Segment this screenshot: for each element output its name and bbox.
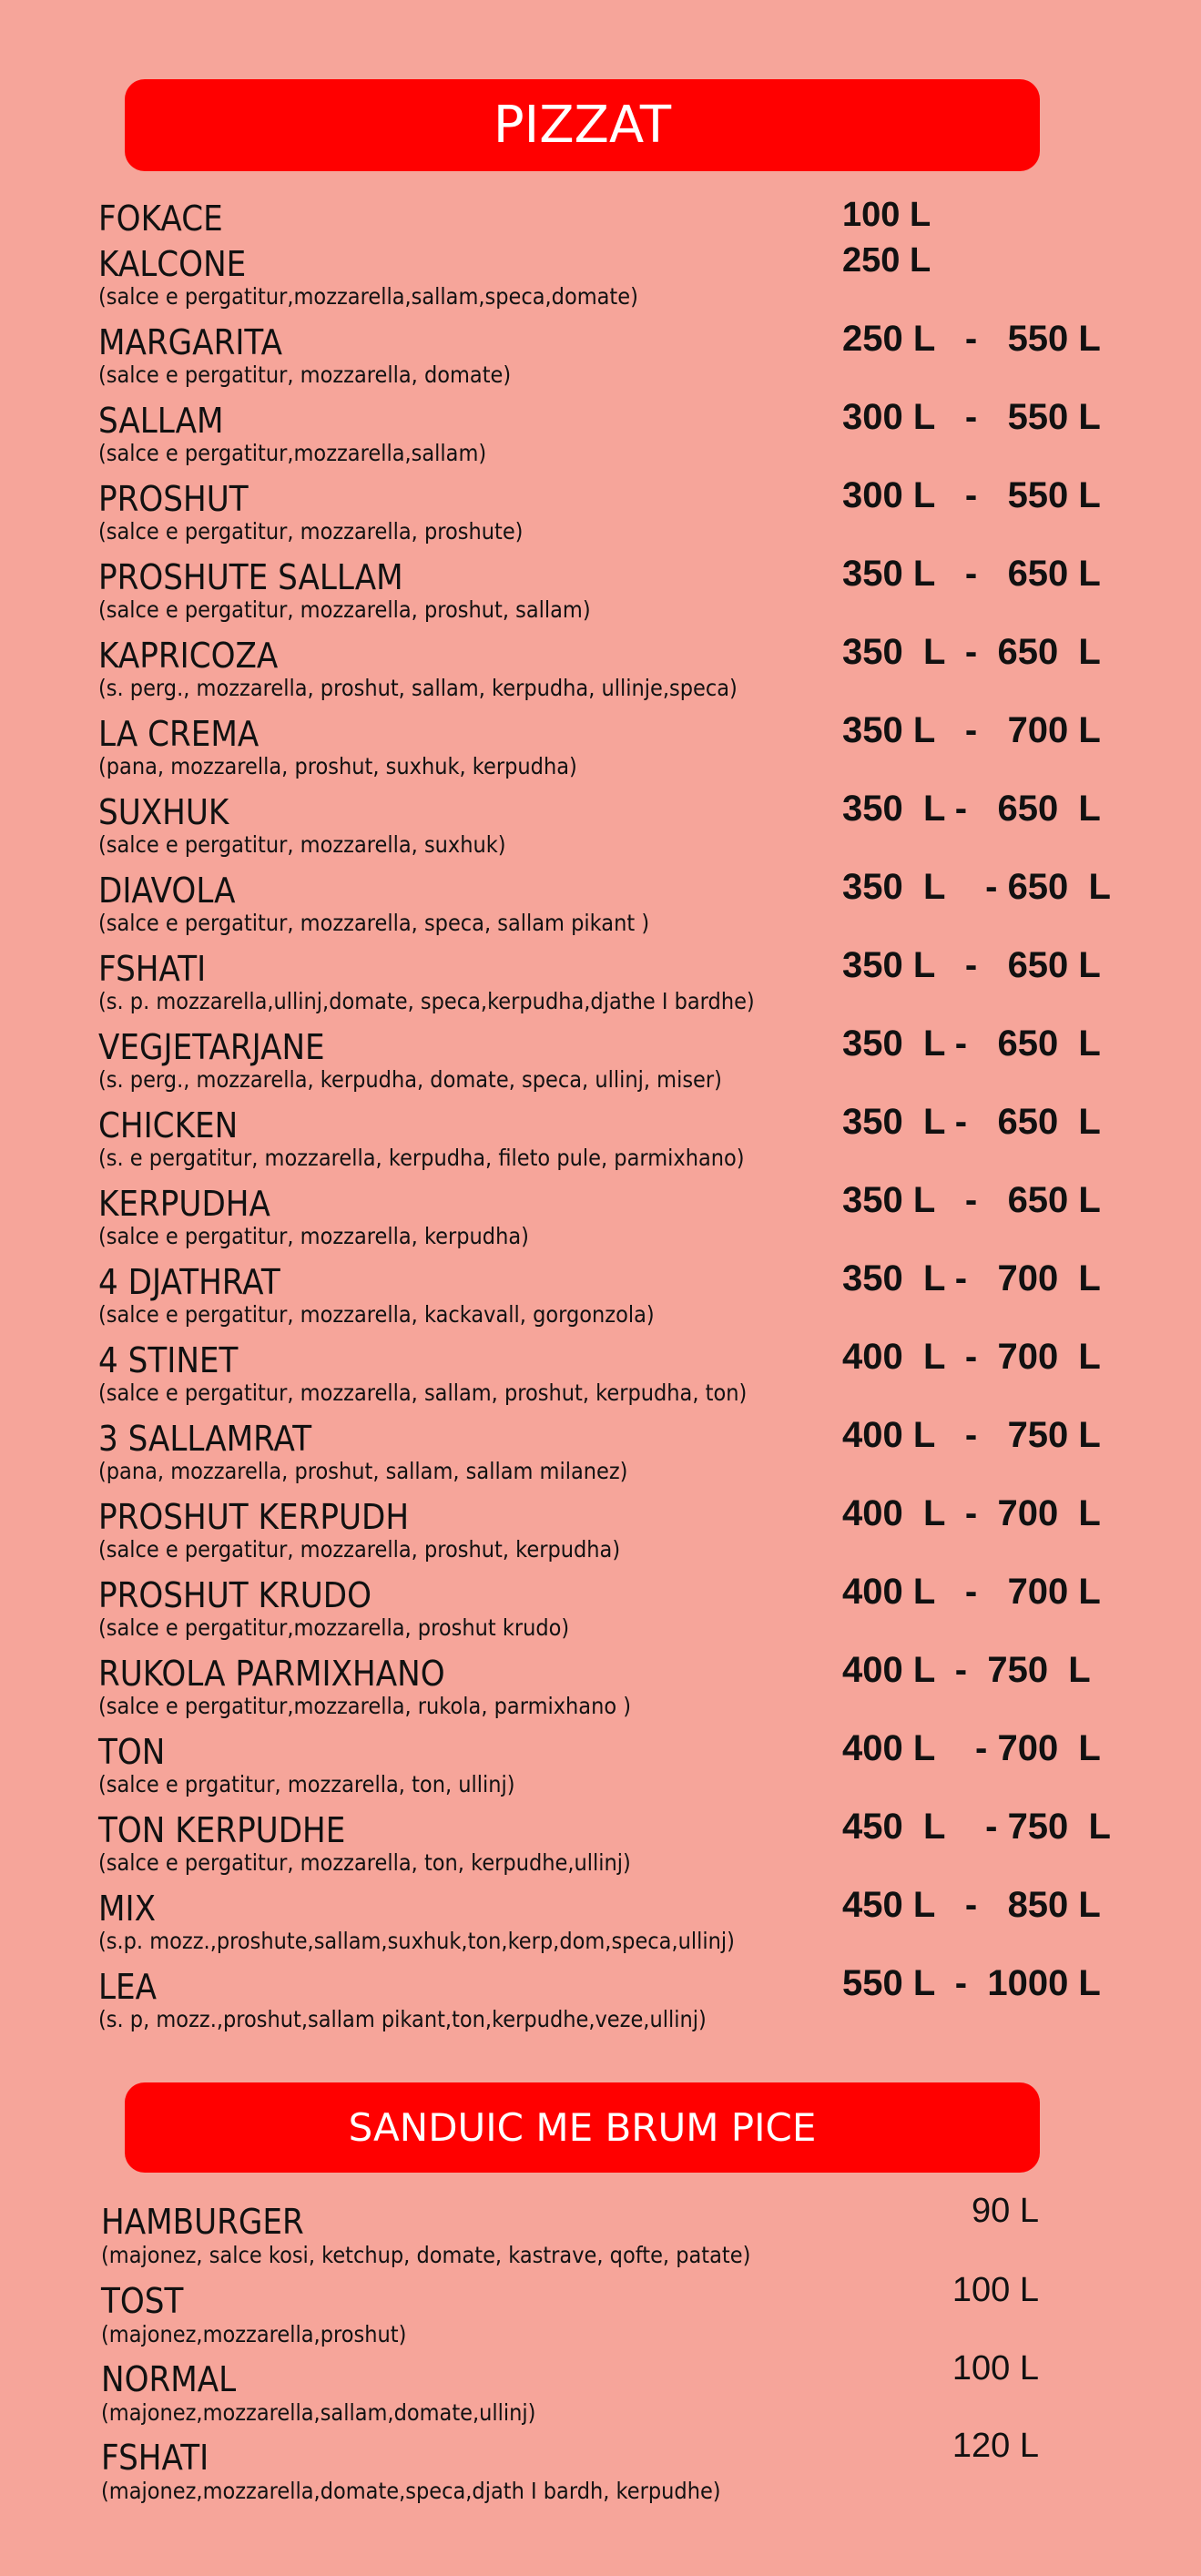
sanduic-title: SANDUIC ME BRUM PICE — [348, 2105, 817, 2150]
item-description: (s. perg., mozzarella, proshut, sallam, kerpudha, ullinje,speca) — [98, 675, 738, 701]
item-price: 400 L - 700 L — [842, 1728, 1101, 1768]
item-description: (salce e pergatitur, mozzarella, kackavall, gorgonzola) — [98, 1301, 655, 1328]
item-name: KERPUDHA — [98, 1184, 270, 1224]
item-price: 350 L - 650 L — [842, 789, 1101, 829]
item-description: (s. p, mozz.,proshut,sallam pikant,ton,kerpudhe,veze,ullinj) — [98, 2006, 707, 2032]
item-price: 250 L - 550 L — [842, 319, 1101, 359]
item-price: 350 L - 700 L — [842, 710, 1101, 750]
item-name: TOST — [101, 2281, 184, 2321]
item-name: TON KERPUDHE — [98, 1810, 346, 1850]
item-price: 300 L - 550 L — [842, 475, 1101, 515]
item-name: LEA — [98, 1967, 158, 2007]
item-name: CHICKEN — [98, 1105, 239, 1145]
item-name: RUKOLA PARMIXHANO — [98, 1654, 445, 1694]
item-name: SALLAM — [98, 401, 224, 441]
item-description: (majonez,mozzarella,domate,speca,djath I bardh, kerpudhe) — [101, 2478, 721, 2504]
item-name: FSHATI — [98, 949, 207, 989]
item-name: 4 STINET — [98, 1340, 239, 1380]
item-description: (salce e pergatitur, mozzarella, kerpudha) — [98, 1223, 529, 1249]
item-description: (salce e pergatitur,mozzarella, rukola, parmixhano ) — [98, 1693, 632, 1719]
item-price: 350 L - 650 L — [842, 945, 1101, 985]
item-description: (salce e pergatitur, mozzarella, proshut, kerpudha) — [98, 1536, 621, 1563]
item-price: 350 L - 650 L — [842, 1180, 1101, 1220]
item-description: (s. perg., mozzarella, kerpudha, domate, speca, ullinj, miser) — [98, 1066, 722, 1093]
item-name: NORMAL — [101, 2359, 237, 2399]
item-description: (pana, mozzarella, proshut, suxhuk, kerpudha) — [98, 753, 577, 779]
item-description: (salce e pergatitur, mozzarella, proshut, sallam) — [98, 596, 591, 623]
item-description: (majonez,mozzarella,proshut) — [101, 2321, 407, 2347]
item-price: 550 L - 1000 L — [842, 1963, 1101, 2003]
item-name: LA CREMA — [98, 714, 260, 754]
item-description: (salce e pergatitur,mozzarella,sallam,speca,domate) — [98, 283, 638, 310]
item-price: 350 L - 650 L — [842, 632, 1101, 672]
item-description: (salce e pergatitur, mozzarella, sallam, proshut, kerpudha, ton) — [98, 1380, 748, 1406]
item-price: 100 L — [952, 2349, 1039, 2388]
item-name: HAMBURGER — [101, 2202, 304, 2242]
item-name: PROSHUT KERPUDH — [98, 1497, 410, 1537]
item-name: VEGJETARJANE — [98, 1027, 325, 1067]
item-name: TON — [98, 1732, 166, 1772]
item-name: MARGARITA — [98, 322, 283, 362]
item-price: 400 L - 750 L — [842, 1650, 1091, 1690]
item-description: (salce e prgatitur, mozzarella, ton, ullinj) — [98, 1771, 515, 1797]
item-name: PROSHUT — [98, 479, 249, 519]
pizzat-banner — [125, 79, 1040, 171]
item-name: DIAVOLA — [98, 871, 236, 911]
item-price: 300 L - 550 L — [842, 397, 1101, 437]
item-name: KALCONE — [98, 244, 247, 284]
sanduic-banner — [125, 2082, 1040, 2173]
item-name: FOKACE — [98, 199, 223, 239]
item-name: FSHATI — [101, 2438, 209, 2478]
item-name: 3 SALLAMRAT — [98, 1419, 312, 1459]
item-price: 400 L - 750 L — [842, 1415, 1101, 1455]
item-description: (salce e pergatitur, mozzarella, ton, kerpudhe,ullinj) — [98, 1849, 631, 1876]
item-description: (salce e pergatitur, mozzarella, speca, sallam pikant ) — [98, 910, 650, 936]
item-price: 350 L - 650 L — [842, 1102, 1101, 1142]
item-description: (majonez, salce kosi, ketchup, domate, kastrave, qofte, patate) — [101, 2242, 751, 2268]
item-price: 350 L - 650 L — [842, 554, 1101, 594]
item-price: 350 L - 650 L — [842, 1023, 1101, 1064]
item-price: 400 L - 700 L — [842, 1572, 1101, 1612]
item-name: 4 DJATHRAT — [98, 1262, 280, 1302]
item-price: 400 L - 700 L — [842, 1493, 1101, 1533]
item-name: MIX — [98, 1889, 157, 1929]
item-description: (salce e pergatitur,mozzarella,sallam) — [98, 440, 487, 466]
item-description: (s. e pergatitur, mozzarella, kerpudha, fileto pule, parmixhano) — [98, 1145, 745, 1171]
item-price: 90 L — [972, 2192, 1039, 2230]
item-name: KAPRICOZA — [98, 636, 279, 676]
item-description: (salce e pergatitur, mozzarella, domate) — [98, 361, 512, 388]
item-name: SUXHUK — [98, 792, 229, 832]
item-name: PROSHUTE SALLAM — [98, 557, 403, 597]
item-description: (s. p. mozzarella,ullinj,domate, speca,kerpudha,djathe I bardhe) — [98, 988, 755, 1014]
item-description: (pana, mozzarella, proshut, sallam, sallam milanez) — [98, 1458, 628, 1484]
item-price: 100 L — [952, 2271, 1039, 2309]
item-description: (majonez,mozzarella,sallam,domate,ullinj) — [101, 2399, 536, 2426]
pizzat-title: PIZZAT — [493, 96, 672, 155]
item-description: (s.p. mozz.,proshute,sallam,suxhuk,ton,kerp,dom,speca,ullinj) — [98, 1928, 735, 1954]
item-price: 450 L - 750 L — [842, 1807, 1111, 1847]
item-price: 350 L - 650 L — [842, 867, 1111, 907]
item-name: PROSHUT KRUDO — [98, 1575, 372, 1615]
item-price: 100 L — [842, 196, 931, 234]
item-price: 450 L - 850 L — [842, 1885, 1101, 1925]
item-description: (salce e pergatitur,mozzarella, proshut krudo) — [98, 1614, 570, 1641]
item-price: 400 L - 700 L — [842, 1337, 1101, 1377]
item-description: (salce e pergatitur, mozzarella, suxhuk) — [98, 831, 506, 858]
item-description: (salce e pergatitur, mozzarella, proshute) — [98, 518, 524, 545]
item-price: 120 L — [952, 2427, 1039, 2465]
item-price: 250 L — [842, 241, 931, 280]
item-price: 350 L - 700 L — [842, 1258, 1101, 1298]
